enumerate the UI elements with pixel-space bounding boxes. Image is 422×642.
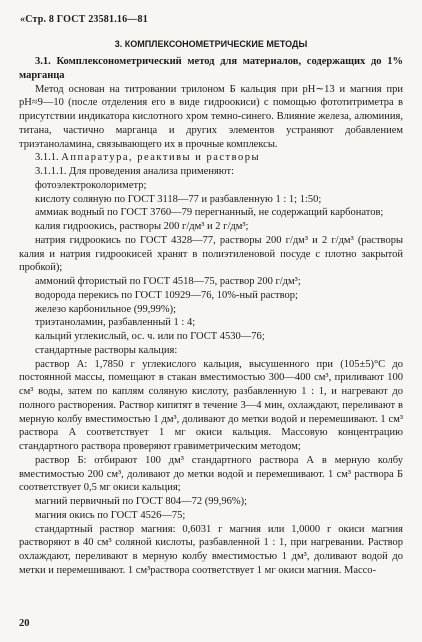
text-run: натрия гидроокись по ГОСТ 4328—77, растворы 200 г/дм³ и 2 г/дм³ (растворы калия и натрия гидроокисей хранят в полиэтиленовой посуде с плотно закрытой пробкой); [19,234,403,274]
paragraph [19,151,403,165]
text-run: аммоний фтористый по ГОСТ 4518—75, раствор 200 г/дм³; [35,276,301,287]
paragraph [19,83,403,152]
text-run: стандартные растворы кальция: [35,344,178,356]
paragraph [19,523,403,578]
text-run: кальций углекислый, ос. ч. или по ГОСТ 4530—76; [35,331,265,342]
text-run: Метод основан на титровании трилоном Б кальция при pH∼13 и магния при pH≈9—10 (после отделения его в виде гидроокиси) с помощью фототитриметра в присутствии индикатора кислотного хром темно-синего. Влияние железа, алюминия, титана, частично марганца и других элементов устраняют добавлением триэтаноламина, связывающего их в прочные комплексы. [19,83,403,150]
text-run: фотоэлектроколориметр; [35,179,147,191]
paragraph [19,495,403,509]
text-run: водорода перекись по ГОСТ 10929—76, 10%-ный раствор; [35,289,298,301]
body-text [19,55,403,578]
text-run: 3.1. Комплексонометрический метод для материалов, содержащих до 1% марганца [19,56,403,81]
text-run: кислоту соляную по ГОСТ 3118—77 и разбавленную 1 : 1; 1:50; [35,193,322,205]
paragraph [19,303,403,317]
paragraph [19,275,403,289]
text-run: раствор А: 1,7850 г углекислого кальция, высушенного при (105±5)°С до постоянной массы, помещают в стакан вместимостью 300—400 см³, приливают 100 см³ воды, затем по каплям соляную кислоту, разбавленную 1 : 1, и нагревают до полного растворения. Раствор кипятят в течение 3—4 мин, охлаждают, переливают в мерную колбу вместимостью 1 дм³, доливают до метки водой и перемешивают. 1 см³ раствора А соответствует 1 мг окиси кальция. Массовую концентрацию стандартного раствора проверяют гравиметрическим методом; [19,358,403,452]
text-run: 3.1.1.1. Для проведения анализа применяют: [35,166,234,177]
paragraph [19,193,403,207]
text-run: калия гидроокись, растворы 200 г/дм³ и 2 г/дм³; [35,221,249,232]
text-run: железо карбонильное (99,99%); [35,303,177,315]
paragraph [19,289,403,303]
text-run: 3.1.1. [35,152,62,164]
text-run: магния окись по ГОСТ 4526—75; [35,509,186,521]
paragraph [19,206,403,220]
paragraph [19,234,403,275]
section-title: 3. КОМПЛЕКСОНОМЕТРИЧЕСКИЕ МЕТОДЫ [114,39,308,49]
text-run: магний первичный по ГОСТ 804—72 (99,96%); [35,496,248,507]
paragraph [19,509,403,523]
paragraph [19,454,403,495]
text-run: стандартный раствор магния: 0,6031 г магния или 1,0000 г окиси магния растворяют в 40 см³ соляной кислоты, разбавленной 1 : 1, при нагревании. Раствор охлаждают, переливают в мерную колбу вместимостью 1 дм³, доливают водой до метки и перемешивают. 1 см³раствора соответствует 1 мг окиси магния. Массо- [19,523,403,576]
text-run: Аппаратура, реактивы и растворы [61,152,261,164]
paragraph [19,220,403,234]
text-run: раствор Б: отбирают 100 дм³ стандартного раствора А в мерную колбу вместимостью 200 см³, доливают до метки водой и перемешивают. 1 см³ раствора Б соответствует 0,5 мг окиси кальция; [19,454,403,494]
paragraph [19,55,403,83]
paragraph [19,358,403,454]
text-run: триэтаноламин, разбавленный 1 : 4; [35,317,196,329]
paragraph [19,179,403,193]
page-number: 20 [19,618,30,629]
paragraph [19,330,403,344]
text-run: аммиак водный по ГОСТ 3760—79 перегнанный, не содержащий карбонатов; [35,207,384,219]
page-header: «Стр. 8 ГОСТ 23581.16—81 [20,14,148,25]
paragraph [19,165,403,179]
paragraph [19,344,403,358]
paragraph [19,316,403,330]
